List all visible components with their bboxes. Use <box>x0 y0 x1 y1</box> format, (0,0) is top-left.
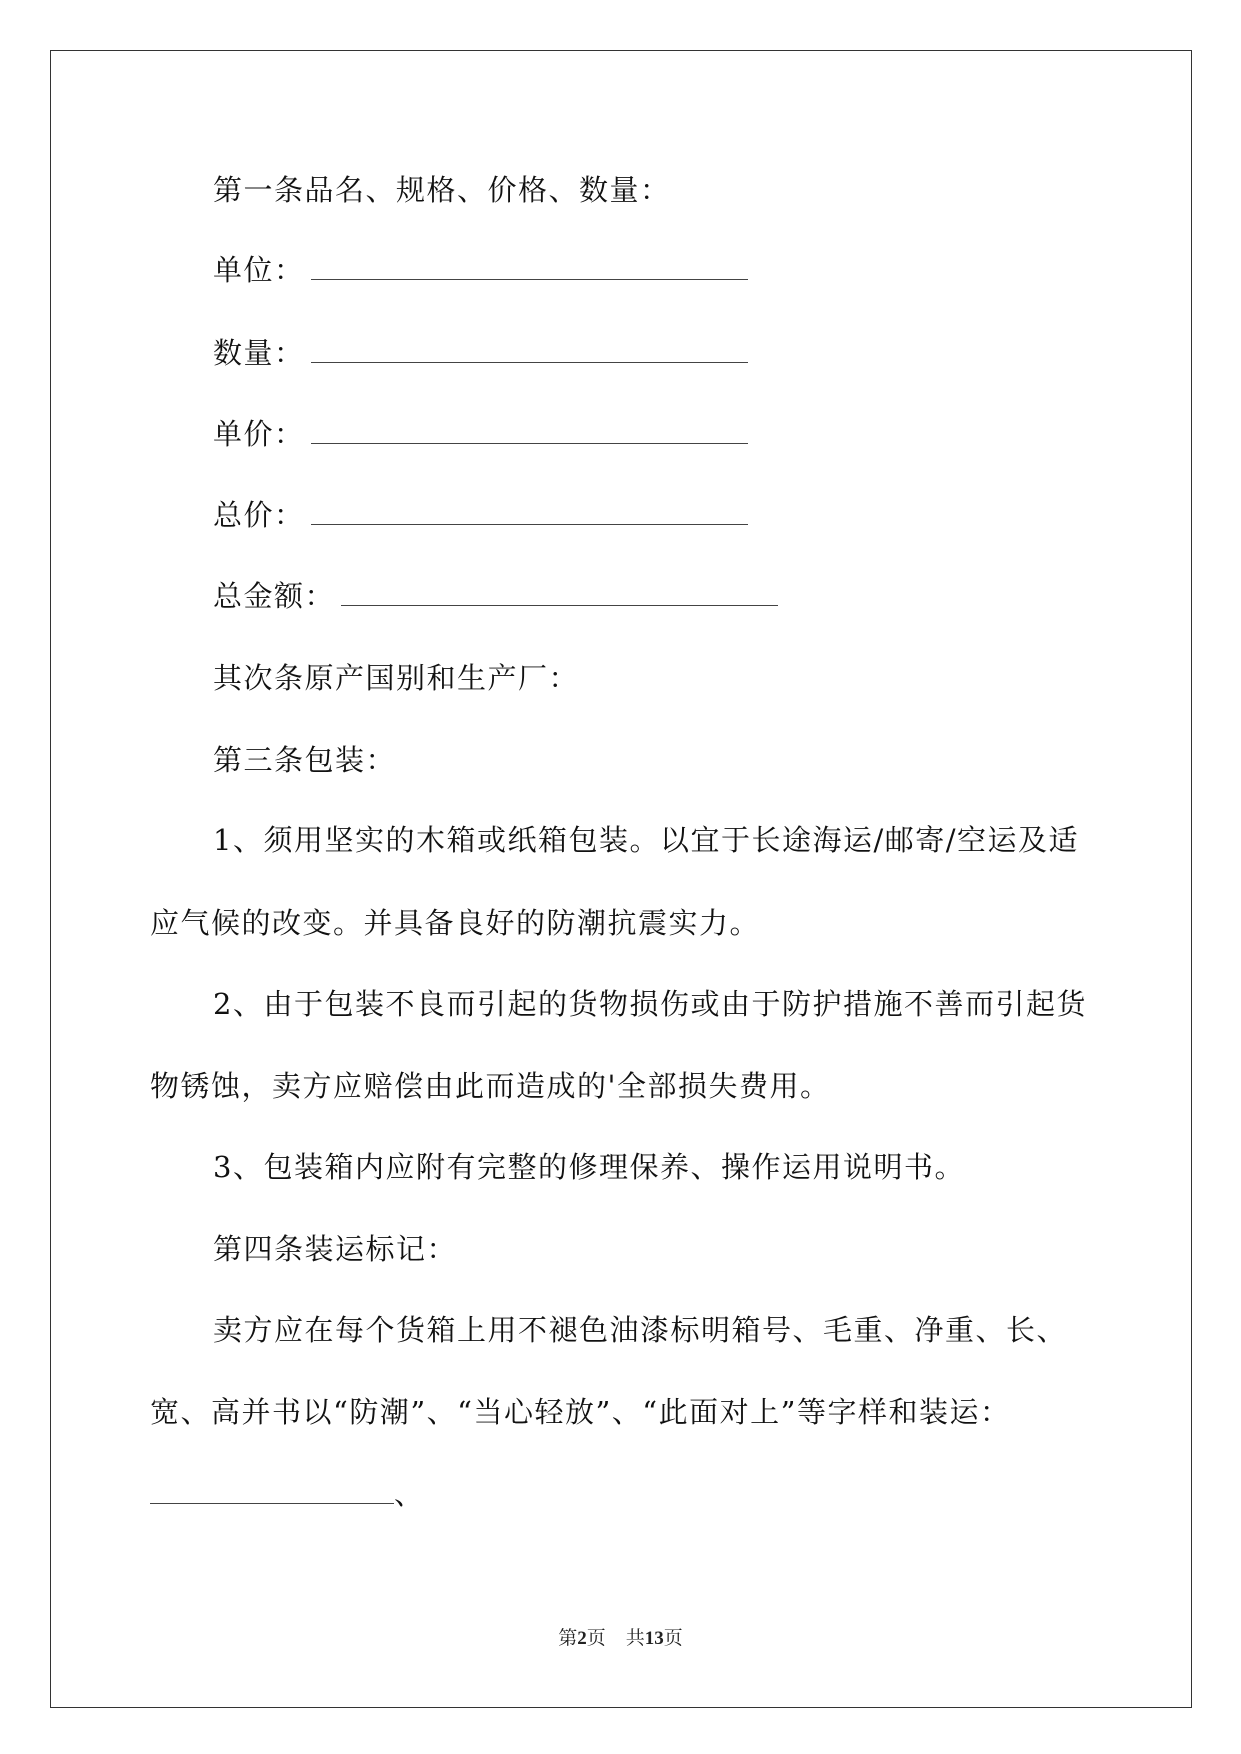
article4-para-line1: 卖方应在每个货箱上用不褪色油漆标明箱号、毛重、净重、长、 <box>213 1313 1068 1347</box>
page-border <box>50 50 1192 1708</box>
unit-price-field <box>213 414 748 454</box>
article4-heading: 第四条装运标记： <box>213 1232 458 1266</box>
article4-blank-line <box>150 1474 425 1514</box>
shipping-mark-blank[interactable] <box>150 1479 394 1504</box>
unit-price-label: 单价： <box>213 417 305 451</box>
footer-total-suffix: 页 <box>663 1627 683 1649</box>
page-footer <box>0 1626 1241 1651</box>
article2-heading: 其次条原产国别和生产厂： <box>213 661 580 695</box>
article3-item1-line2: 应气候的改变。并具备良好的防潮抗震实力。 <box>150 906 761 940</box>
total-price-field <box>213 495 748 535</box>
quantity-blank[interactable] <box>311 338 748 363</box>
unit-price-blank[interactable] <box>311 419 748 444</box>
total-price-label: 总价： <box>213 498 305 532</box>
footer-prefix: 第 <box>558 1627 578 1649</box>
trailing-mark: 、 <box>394 1477 425 1511</box>
article1-heading: 第一条品名、规格、价格、数量： <box>213 173 671 207</box>
article3-item3: 3、包装箱内应附有完整的修理保养、操作运用说明书。 <box>213 1150 965 1184</box>
unit-field <box>213 250 748 290</box>
article4-para-line2: 宽、高并书以“防潮”、“当心轻放”、“此面对上”等字样和装运： <box>150 1395 1011 1429</box>
article3-item1-line1: 1、须用坚实的木箱或纸箱包装。以宜于长途海运/邮寄/空运及适 <box>213 823 1079 857</box>
unit-label: 单位： <box>213 253 305 287</box>
total-price-blank[interactable] <box>311 500 748 525</box>
article3-item2-line2: 物锈蚀，卖方应赔偿由此而造成的'全部损失费用。 <box>150 1069 831 1103</box>
quantity-label: 数量： <box>213 336 305 370</box>
article3-heading: 第三条包装： <box>213 743 397 777</box>
unit-blank[interactable] <box>311 255 748 280</box>
total-amount-blank[interactable] <box>341 581 778 606</box>
article3-item2-line1: 2、由于包装不良而引起的货物损伤或由于防护措施不善而引起货 <box>213 987 1087 1021</box>
total-amount-label: 总金额： <box>213 579 336 613</box>
total-pages: 13 <box>644 1628 664 1649</box>
total-amount-field <box>213 576 778 616</box>
footer-page-suffix: 页 <box>586 1627 606 1649</box>
footer-total-prefix: 共 <box>625 1627 645 1649</box>
quantity-field <box>213 333 748 373</box>
page-number: 2 <box>577 1628 587 1649</box>
